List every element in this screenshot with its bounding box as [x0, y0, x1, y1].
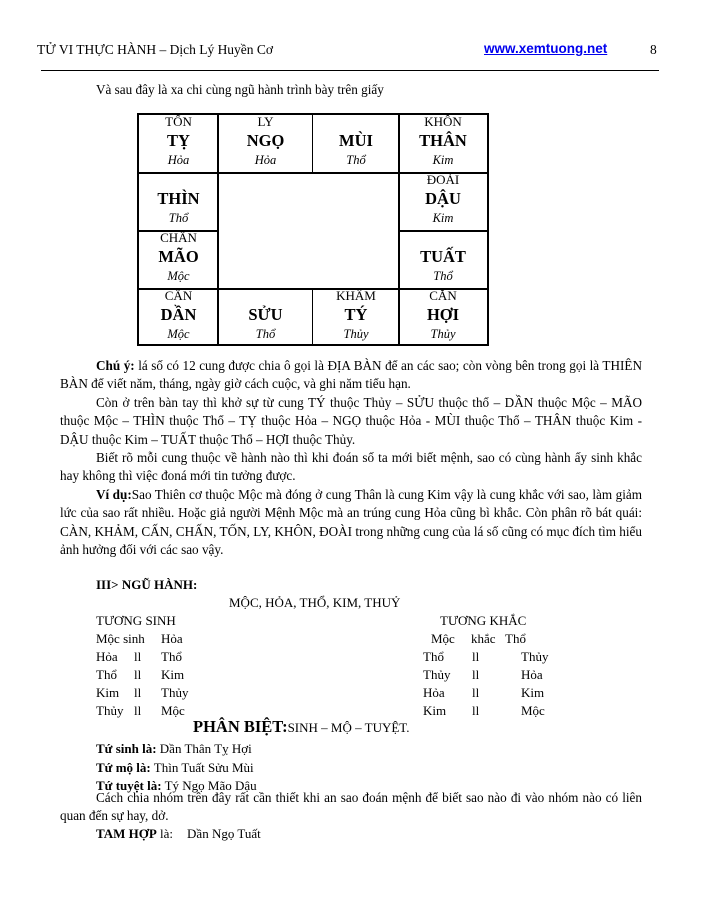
palace-ty [139, 115, 218, 172]
element: Hỏa [254, 153, 277, 167]
element: Thủy [343, 327, 369, 341]
trigram [139, 173, 218, 187]
branch: SỬU [248, 305, 283, 324]
tuong-khac-first-b: Thổ [505, 631, 526, 646]
branch: THÌN [157, 189, 200, 208]
palace-mui [313, 115, 399, 172]
tuong-khac-b: Kim [521, 685, 545, 700]
note-label: Chú ý: [96, 358, 135, 373]
knowledge-paragraph: Biết rõ mỗi cung thuộc về hành nào thì khi đoán số ta mới biết mệnh, sao có cùng hành ấy sinh khắc hay không thì việc đoná mới tin tưởng được. [60, 450, 642, 484]
branch: TUẤT [420, 247, 466, 266]
tuong-khac-sep: ll [472, 685, 480, 700]
tu-mo-value: Thìn Tuất Sửu Mùi [150, 760, 254, 775]
tuong-sinh-sep: ll [134, 667, 142, 682]
element: Thổ [433, 269, 453, 283]
elements-line: MỘC, HỎA, THỔ, KIM, THUỶ [229, 595, 401, 610]
trigram: ĐOÀI [426, 172, 460, 187]
palace-tuat [399, 231, 487, 288]
tu-mo-line [96, 760, 254, 776]
tuong-khac-first-a: Mộc [431, 631, 455, 646]
palace-ngo [218, 115, 313, 172]
element: Kim [432, 211, 454, 225]
element: Thủy [430, 327, 456, 341]
tuong-sinh-first-b: Hỏa [161, 631, 183, 646]
tu-sinh-label: Tứ sinh là: [96, 741, 157, 756]
tu-tuyet-value: Tý Ngọ Mão Dậu [161, 778, 257, 793]
tuong-sinh-b: Thủy [161, 685, 189, 700]
grouping-note [60, 789, 642, 826]
tuong-sinh-sep: ll [134, 649, 142, 664]
palace-thin [139, 173, 218, 230]
tuong-khac-sep: ll [472, 703, 480, 718]
tuong-sinh-a: Kim [96, 685, 120, 700]
palace-grid [137, 113, 489, 346]
tuong-sinh-b: Thổ [161, 649, 182, 664]
phan-biet-heading [193, 717, 410, 737]
section-heading-text: III> NGŨ HÀNH: [96, 577, 198, 592]
trigram: KHÂM [336, 288, 376, 303]
tuong-sinh-a: Thổ [96, 667, 117, 682]
tuong-khac-sep: ll [472, 649, 480, 664]
element: Kim [432, 153, 454, 167]
section-heading [96, 577, 197, 593]
branch: NGỌ [246, 131, 285, 150]
grouping-note-text: Cách chia nhóm trên đây rất cần thiết khi an sao đoán mệnh để biết sao nào đi vào nhóm nào có liên quan đến sự hay, dở. [60, 790, 642, 824]
trigram [218, 289, 313, 303]
trigram: CĂN [429, 288, 457, 303]
tu-tuyet-label: Tứ tuyệt là: [96, 778, 162, 793]
tuong-sinh-sep: ll [134, 685, 142, 700]
branch: TỴ [167, 131, 190, 150]
note-paragraph [60, 357, 642, 394]
element: Hỏa [167, 153, 190, 167]
element: Thổ [255, 327, 276, 341]
tuong-khac-b: Thủy [521, 649, 549, 664]
trigram [399, 231, 487, 245]
palace-ty-water [313, 289, 399, 346]
tam-hop-line [96, 826, 261, 842]
trigram: TỐN [165, 114, 192, 129]
note-text: lá số có 12 cung được chia ô gọi là ĐỊA BÀN để an các sao; còn vòng bên trong gọi là THIÊN BÀN để viết năm, tháng, ngày giờ cách cuộc, và ghi năm tiểu hạn. [60, 358, 642, 392]
header-title: TỬ VI THỰC HÀNH – Dịch Lý Huyền Cơ [37, 42, 274, 57]
example-text: Sao Thiên cơ thuộc Mộc mà đóng ở cung Thân là cung Kim vậy là cung khắc với sao, làm giảm lức của sao rất nhiều. Hoặc giả người Mệnh Mộc mà an trúng cung Hỏa cũng bì khắc. Còn phân rõ bát quái: CÀN, KHẢM, CẤN, CHẤN, TỐN, LY, KHÔN, ĐOÀI trong những cung của lá số cũng có mục đích tìm hiểu ảnh hưởng đối với các sao vậy. [60, 486, 642, 558]
page-number: 8 [650, 42, 657, 57]
tuong-sinh-a: Hỏa [96, 649, 118, 664]
trigram: LY [257, 114, 274, 129]
tam-hop-value: Dần Ngọ Tuất [187, 826, 261, 841]
tuong-sinh-b: Kim [161, 667, 185, 682]
trigram: CHẤN [160, 230, 197, 245]
tuong-sinh-title: TƯƠNG SINH [96, 613, 176, 628]
palace-dan [139, 289, 218, 346]
body-paragraphs [60, 357, 642, 559]
element: Thổ [168, 211, 189, 225]
element: Mộc [167, 269, 190, 283]
tam-hop-mid: là: [156, 826, 174, 841]
palace-mao [139, 231, 218, 288]
tu-sinh-value: Dần Thân Tỵ Hợi [156, 741, 252, 756]
branch: DẬU [425, 189, 461, 208]
tuong-khac-a: Kim [423, 703, 447, 718]
branch: HỢI [426, 305, 460, 324]
tuong-khac-a: Hỏa [423, 685, 445, 700]
example-paragraph [60, 486, 642, 560]
branch: DẦN [160, 305, 197, 324]
tuong-khac-a: Thủy [423, 667, 451, 682]
palace-dau [399, 173, 487, 230]
palace-than [399, 115, 487, 172]
tu-sinh-line [96, 741, 252, 757]
branch: MÃO [158, 247, 199, 266]
tuong-khac-first-verb: khắc [471, 631, 496, 646]
tuong-khac-title: TƯƠNG KHẮC [440, 613, 527, 628]
branch: THÂN [419, 131, 467, 150]
tu-mo-label: Tứ mộ là: [96, 760, 151, 775]
tuong-khac-sep: ll [472, 667, 480, 682]
tuong-sinh-b: Mộc [161, 703, 185, 718]
tuong-sinh-first-a: Mộc sinh [96, 631, 145, 646]
header-divider [41, 70, 659, 71]
element: Thổ [346, 153, 366, 167]
palace-suu [218, 289, 313, 346]
phan-biet-text: SINH – MỘ – TUYỆT. [287, 720, 410, 735]
palace-hoi [399, 289, 487, 346]
branch: TÝ [344, 305, 368, 324]
tuong-sinh-a: Thủy [96, 703, 124, 718]
hand-paragraph: Còn ở trên bàn tay thì khở sự từ cung TÝ thuộc Thủy – SỬU thuộc thổ – DẦN thuộc Mộc – MÃO thuộc Mộc – THÌN thuộc Thổ – TỴ thuộc Hỏa – NGỌ thuộc Hỏa - MÙI thuộc Thổ – THÂN thuộc Kim - DẬU thuộc Kim – TUẤT thuộc Thổ – HỢI thuộc Thủy. [60, 394, 642, 447]
website-link[interactable]: www.xemtuong.net [484, 41, 608, 56]
tuong-khac-b: Hỏa [521, 667, 543, 682]
tam-hop-label: TAM HỢP [96, 826, 157, 841]
intro-text: Và sau đây là xa chi cùng ngũ hành trình bày trên giấy [96, 82, 384, 97]
trigram [313, 115, 399, 129]
example-label: Ví dụ: [96, 486, 132, 502]
tuong-khac-a: Thổ [423, 649, 444, 664]
branch: MÙI [339, 131, 373, 150]
trigram: CẤN [164, 288, 193, 303]
tuong-khac-b: Mộc [521, 703, 545, 718]
tuong-sinh-sep: ll [134, 703, 142, 718]
trigram: KHÔN [424, 114, 462, 129]
element: Mộc [167, 327, 190, 341]
phan-biet-label: PHÂN BIỆT: [193, 717, 288, 736]
